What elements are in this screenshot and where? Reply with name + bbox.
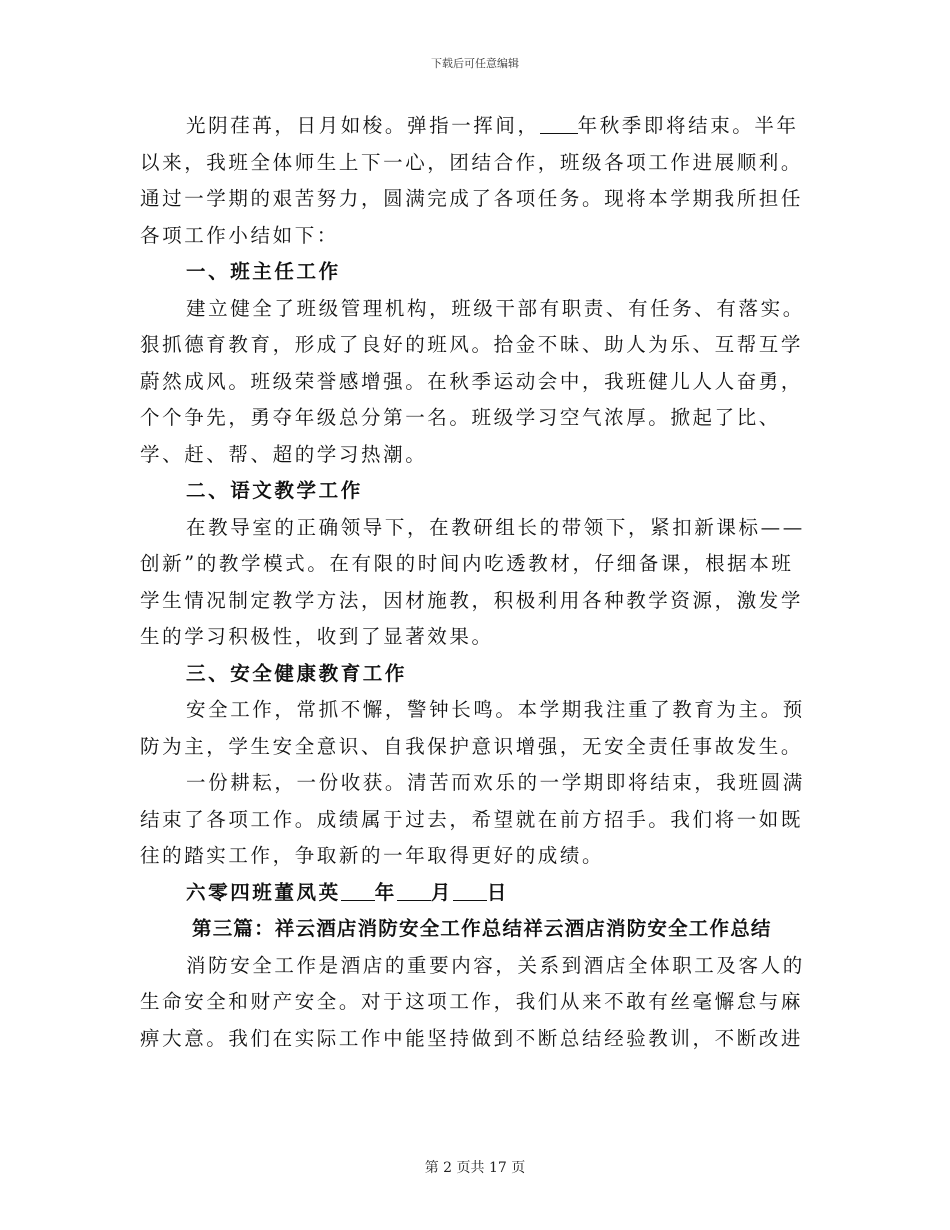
signature-month: 月 bbox=[430, 880, 453, 904]
signature-day: 日 bbox=[486, 880, 510, 904]
section-heading-1: 一、班主任工作 bbox=[186, 260, 341, 283]
intro-text-b: 年秋季即将结束。半年以来，我班全体师生上下一心，团结合作，班级各项工作进展顺利。通过一学期的艰苦努力，圆满完成了各项任务。现将本学期我所担任各项工作小结如下： bbox=[140, 114, 804, 247]
signature-line bbox=[140, 875, 812, 912]
section-heading-4: 第三篇：祥云酒店消防安全工作总结祥云酒店消防安全工作总结 bbox=[192, 917, 772, 940]
signature-name: 六零四班董凤英 bbox=[186, 880, 341, 904]
section-paragraph-3: 安全工作，常抓不懈，警钟长鸣。本学期我注重了教育为主。预防为主，学生安全意识、自我保护意识增强，无安全责任事故发生。 bbox=[140, 698, 805, 758]
section-heading-2: 二、语文教学工作 bbox=[186, 479, 363, 502]
intro-text-a: 光阴荏苒，日月如梭。弹指一挥间， bbox=[186, 114, 540, 137]
signature-year: 年 bbox=[374, 880, 397, 904]
year-blank-2 bbox=[341, 878, 375, 901]
year-blank bbox=[540, 111, 578, 134]
closing-paragraph: 一份耕耘，一份收获。清苦而欢乐的一学期即将结束，我班圆满结束了各项工作。成绩属于过去，希望就在前方招手。我们将一如既往的踏实工作，争取新的一年取得更好的成绩。 bbox=[140, 771, 805, 867]
document-body bbox=[140, 108, 812, 1057]
section-heading-3: 三、安全健康教育工作 bbox=[186, 661, 408, 685]
section-paragraph-2: 在教导室的正确领导下，在教研组长的带领下，紧扣新课标——创新”的教学模式。在有限的时间内吃透教材，仔细备课，根据本班学生情况制定教学方法，因材施教，积极利用各种教学资源，激发学生的学习积极性，收到了显著效果。 bbox=[140, 515, 805, 648]
month-blank bbox=[397, 878, 431, 901]
day-blank bbox=[453, 878, 487, 901]
page-header: 下载后可任意编辑 bbox=[431, 57, 519, 70]
page-footer: 第 2 页共 17 页 bbox=[424, 1160, 526, 1176]
section-paragraph-5: 消防安全工作是酒店的重要内容，关系到酒店全体职工及客人的生命安全和财产安全。对于这项工作，我们从来不敢有丝毫懈怠与麻痹大意。我们在实际工作中能坚持做到不断总结经验教训，不断改进 bbox=[140, 953, 805, 1050]
intro-paragraph bbox=[140, 108, 812, 254]
section-paragraph-1: 建立健全了班级管理机构，班级干部有职责、有任务、有落实。狠抓德育教育，形成了良好的班风。拾金不昧、助人为乐、互帮互学蔚然成风。班级荣誉感增强。在秋季运动会中，我班健儿人人奋勇，个个争先，勇夺年级总分第一名。班级学习空气浓厚。掀起了比、学、赶、帮、超的学习热潮。 bbox=[140, 296, 805, 466]
